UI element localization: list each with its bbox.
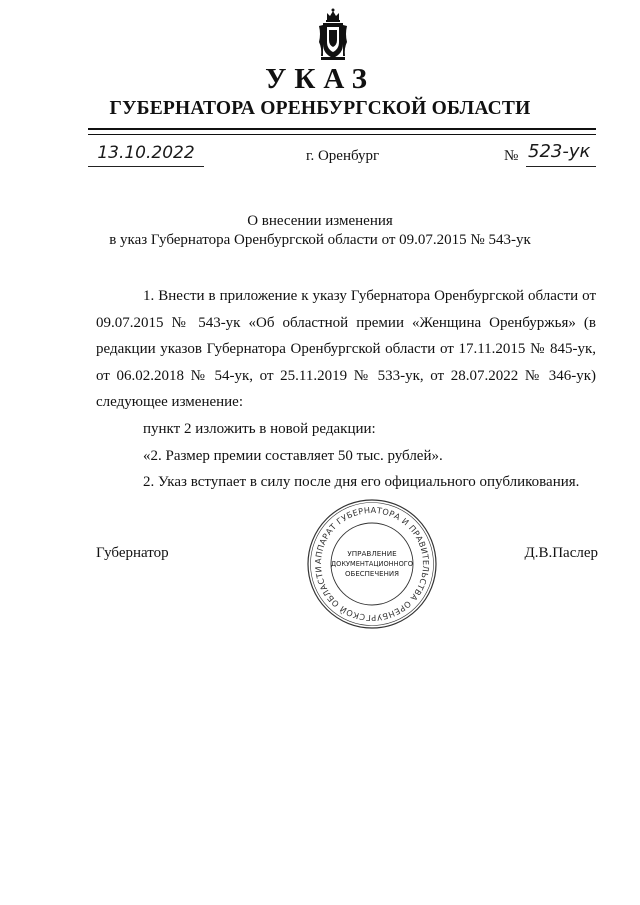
issuer-title: ГУБЕРНАТОРА ОРЕНБУРГСКОЙ ОБЛАСТИ	[109, 98, 531, 119]
coat-of-arms-icon	[318, 8, 348, 62]
svg-text:АППАРАТ ГУБЕРНАТОРА И ПРАВИТЕЛ: АППАРАТ ГУБЕРНАТОРА И ПРАВИТЕЛЬСТВА ОРЕНБУРГСКОЙ ОБЛАСТИ	[312, 504, 432, 624]
body-paragraph-2: пункт 2 изложить в новой редакции:	[143, 420, 376, 437]
header-rule-thick	[88, 128, 596, 130]
header-rule-thin	[88, 134, 596, 135]
body-paragraph-3: «2. Размер премии составляет 50 тыс. рублей».	[143, 447, 443, 464]
document-heading-line2: в указ Губернатора Оренбургской области от 09.07.2015 № 543-ук	[109, 232, 531, 248]
body-paragraph-1: 1. Внести в приложение к указу Губернатора Оренбургской области от 09.07.2015 № 543-ук «Об областной премии «Женщина Оренбуржья» (в редакции указов Губернатора Оренбургской области от 17.11.2015 № 845-ук, от 06.02.2018 № 54-ук, от 25.11.2019 № 533-ук, от 28.07.2022 № 346-ук) следующее изменение:	[96, 288, 596, 411]
body-paragraph-4: 2. Указ вступает в силу после дня его официального опубликования.	[143, 474, 580, 491]
seal-line-1: УПРАВЛЕНИЕ	[347, 549, 397, 558]
document-body	[96, 283, 596, 496]
document-date: 13.10.2022	[97, 143, 195, 163]
seal-line-2: ДОКУМЕНТАЦИОННОГО	[331, 560, 413, 568]
document-type-title: УКАЗ	[265, 63, 375, 95]
number-sign: №	[504, 148, 519, 164]
seal-line-3: ОБЕСПЕЧЕНИЯ	[345, 570, 399, 578]
signer-title: Губернатор	[96, 545, 169, 561]
date-underline	[88, 166, 204, 167]
document-number: 523-ук	[528, 141, 591, 162]
official-seal	[305, 497, 439, 631]
document-heading-line1: О внесении изменения	[247, 213, 393, 229]
number-underline	[526, 166, 596, 167]
signer-name: Д.В.Паслер	[524, 545, 598, 561]
document-city: г. Оренбург	[306, 148, 380, 164]
